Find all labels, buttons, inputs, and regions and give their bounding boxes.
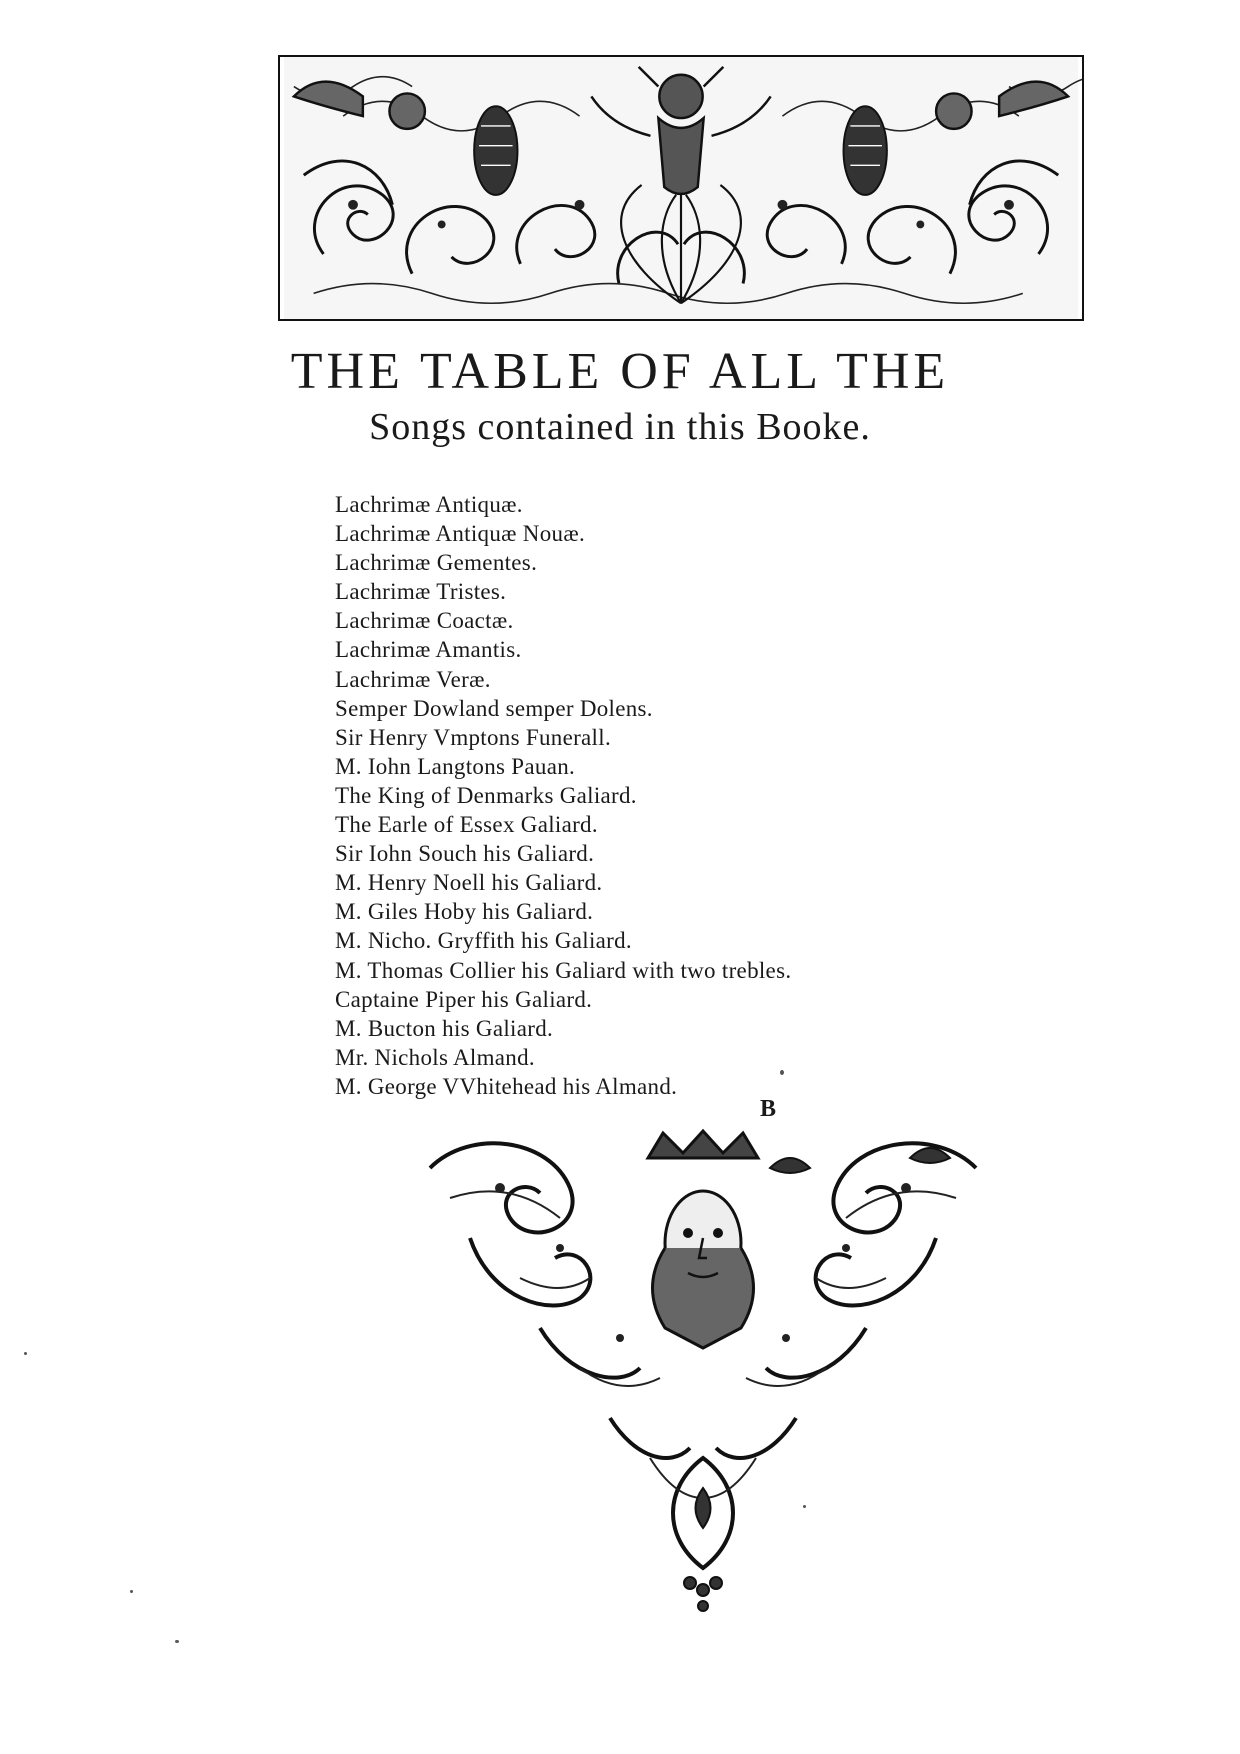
ink-speck (803, 1505, 806, 1508)
song-item: Lachrimæ Gementes. (335, 550, 538, 576)
ornamental-headpiece (278, 55, 1084, 321)
song-item: Sir Henry Vmptons Funerall. (335, 724, 611, 750)
song-item: Lachrimæ Veræ. (335, 666, 491, 692)
song-item: M. Bucton his Galiard. (335, 1015, 554, 1041)
headpiece-engraving (280, 57, 1082, 319)
song-item: M. Thomas Collier his Galiard with two trebles. (335, 957, 792, 983)
song-item: Lachrimæ Coactæ. (335, 608, 514, 634)
song-item: M. Giles Hoby his Galiard. (335, 899, 594, 925)
song-item: M. Henry Noell his Galiard. (335, 870, 603, 896)
song-item: Lachrimæ Tristes. (335, 579, 507, 605)
ink-speck (24, 1352, 27, 1355)
song-item: M. Iohn Langtons Pauan. (335, 753, 576, 779)
ornamental-tailpiece (410, 1128, 996, 1616)
song-item: Lachrimæ Amantis. (335, 637, 522, 663)
tailpiece-engraving (410, 1128, 996, 1616)
song-item: Sir Iohn Souch his Galiard. (335, 841, 595, 867)
song-list (335, 490, 895, 1101)
signature-mark: B (760, 1096, 777, 1122)
song-item: Lachrimæ Antiquæ. (335, 492, 523, 517)
song-item: The Earle of Essex Galiard. (335, 812, 598, 838)
ink-speck (175, 1640, 179, 1643)
song-item: The King of Denmarks Galiard. (335, 782, 637, 808)
song-item: Mr. Nichols Almand. (335, 1044, 535, 1070)
song-item: Captaine Piper his Galiard. (335, 986, 593, 1012)
song-item: M. George VVhitehead his Almand. (335, 1073, 678, 1099)
page-title: THE TABLE OF ALL THE (290, 343, 950, 400)
song-item: M. Nicho. Gryffith his Galiard. (335, 928, 632, 954)
song-item: Lachrimæ Antiquæ Nouæ. (335, 521, 586, 547)
page-subtitle: Songs contained in this Booke. (369, 406, 871, 448)
ink-speck (780, 1070, 784, 1075)
ink-speck (130, 1590, 133, 1593)
song-item: Semper Dowland semper Dolens. (335, 695, 653, 721)
